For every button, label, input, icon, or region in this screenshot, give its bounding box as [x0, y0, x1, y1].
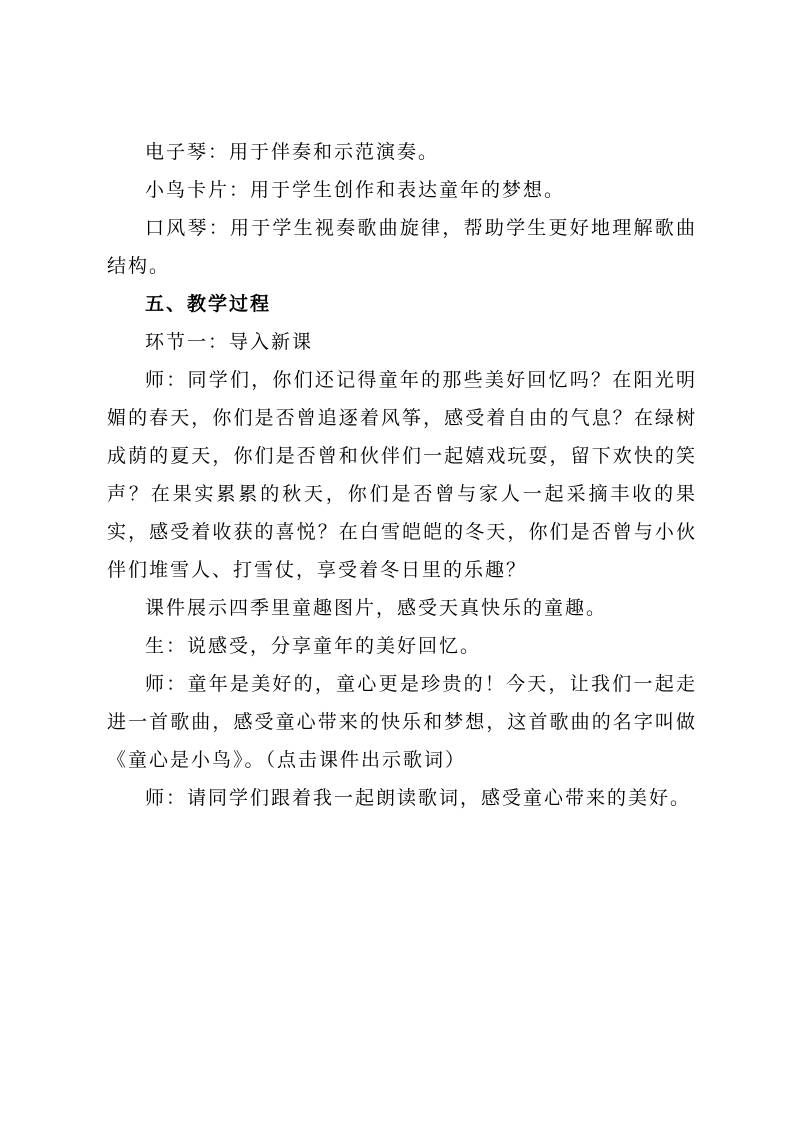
paragraph-teacher-song: 师：童年是美好的，童心更是珍贵的！今天，让我们一起走进一首歌曲，感受童心带来的快乐和梦想，这首歌曲的名字叫做《童心是小鸟》。（点击课件出示歌词）	[107, 673, 697, 771]
sub-heading: 环节一：导入新课	[145, 331, 314, 353]
paragraph-teacher-intro: 师：同学们，你们还记得童年的那些美好回忆吗？在阳光明媚的春天，你们是否曾追逐着风筝，感受着自由的气息？在绿树成荫的夏天，你们是否曾和伙伴们一起嬉戏玩耍，留下欢快的笑声？在果实累累的秋天，你们是否曾与家人一起采摘丰收的果实，感受着收获的喜悦？在白雪皑皑的冬天，你们是否曾与小伙伴们堆雪人、打雪仗，享受着冬日里的乐趣？	[107, 369, 697, 581]
paragraph-bird-cards: 小鸟卡片：用于学生创作和表达童年的梦想。	[145, 179, 566, 201]
paragraph-courseware-pictures: 课件展示四季里童趣图片，感受天真快乐的童趣。	[145, 597, 608, 619]
paragraph-teacher-reading: 师：请同学们跟着我一起朗读歌词，感受童心带来的美好。	[145, 787, 692, 809]
paragraph-electronic-keyboard: 电子琴：用于伴奏和示范演奏。	[145, 141, 440, 163]
paragraph-student-response: 生：说感受，分享童年的美好回忆。	[145, 635, 482, 657]
paragraph-melodica: 口风琴：用于学生视奏歌曲旋律，帮助学生更好地理解歌曲结构。	[107, 217, 697, 277]
section-heading: 五、教学过程	[145, 293, 272, 315]
document-content	[107, 133, 697, 817]
